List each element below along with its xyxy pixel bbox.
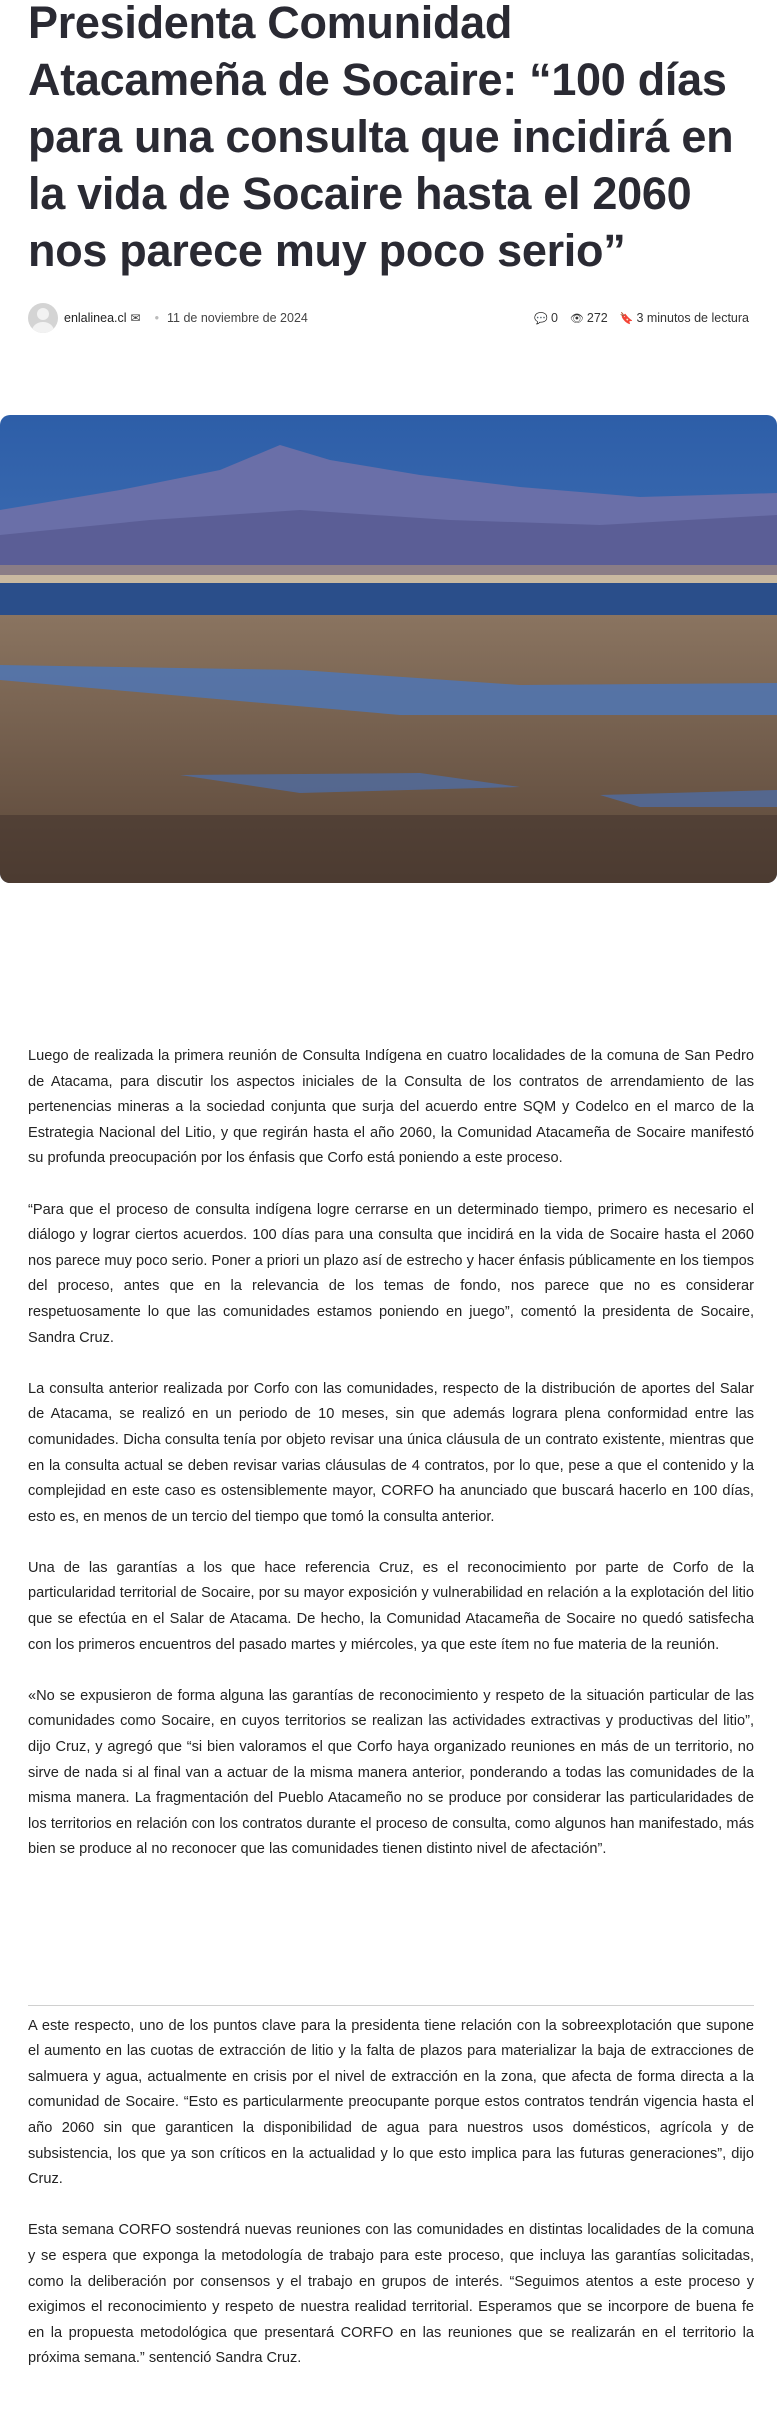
envelope-icon[interactable]: ✉ — [130, 311, 141, 325]
bookmark-icon: 🔖 — [619, 313, 634, 325]
paragraph: «No se expusieron de forma alguna las garantías de reconocimiento y respeto de la situación particular de las comunidades como Socaire, en cuyos territorios se realizan las actividades extractivas y productivas del litio”, dijo Cruz, y agregó que “si bien valoramos el que Corfo haya organizado reuniones en más de un territorio, no sirve de nada si al final van a actuar de la misma manera anterior, ponderando a todas las comunidades de la misma manera. La fragmentación del Pueblo Atacameño no se produce por considerar las particularidades de los territorios en relación con los contratos durante el proceso de consulta, como algunos han manifestado, más bien se produce al no reconocer que las comunidades tienen distinto nivel de afectación”. — [28, 1687, 754, 1858]
paragraph: Luego de realizada la primera reunión de Consulta Indígena en cuatro localidades de la comuna de San Pedro de Atacama, para discutir los aspectos iniciales de la Consulta de los contratos de arrendamiento de las pertenencias mineras a la sociedad conjunta que surja del acuerdo entre SQM y Codelco en el marco de la Estrategia Nacional del Litio, y que regirán hasta el año 2060, la Comunidad Atacameña de Socaire manifestó su profunda preocupación por los énfasis que Corfo está poniendo a este proceso. — [28, 1048, 754, 1167]
comments-count[interactable]: 💬 0 — [534, 311, 558, 325]
divider — [28, 2005, 754, 2006]
author-avatar[interactable] — [28, 303, 58, 333]
publish-date: 11 de noviembre de 2024 — [167, 311, 308, 325]
reading-time: 🔖 3 minutos de lectura — [619, 311, 749, 325]
paragraph: La consulta anterior realizada por Corfo con las comunidades, respecto de la distribución de aportes del Salar de Atacama, se realizó en un periodo de 10 meses, sin que además lograra plena conformidad entre las comunidades. Dicha consulta tenía por objeto revisar una única cláusula de un contrato existente, mientras que en la consulta actual se deben revisar varias cláusulas de 4 contratos, por lo que, pese a que el contenido y la complejidad en este caso es ostensiblemente mayor, CORFO ha anunciado que buscará hacerlo en 100 días, esto es, en menos de un tercio del tiempo que tomó la consulta anterior. — [28, 1380, 754, 1525]
paragraph: Esta semana CORFO sostendrá nuevas reuniones con las comunidades en distintas localidades de la comuna y se espera que exponga la metodología de trabajo para este proceso, que incluya las garantías solicitadas, como la deliberación por consensos y el trabajo en grupos de interés. “Seguimos atentos a este proceso y exigimos el reconocimiento y respeto de nuestra realidad territorial. Esperamos que se incorpore de buena fe en la propuesta metodológica que presentará CORFO en las reuniones que se realizarán en el territorio la próxima semana.” sentenció Sandra Cruz. — [28, 2222, 754, 2367]
article-stats — [534, 311, 749, 325]
separator-dot: • — [154, 311, 159, 325]
article-body — [28, 1044, 754, 2398]
views-count: 👁 272 — [569, 311, 608, 325]
hero-image — [0, 415, 777, 883]
paragraph: Una de las garantías a los que hace referencia Cruz, es el reconocimiento por parte de Corfo de la particularidad territorial de Socaire, por su mayor exposición y vulnerabilidad en relación a la explotación del litio que se efectúa en el Salar de Atacama. De hecho, la Comunidad Atacameña de Socaire no quedó satisfecha con los primeros encuentros del pasado martes y miércoles, ya que este ítem no fue materia de la reunión. — [28, 1559, 754, 1653]
comments-icon: 💬 — [534, 313, 548, 325]
paragraph: “Para que el proceso de consulta indígena logre cerrarse en un determinado tiempo, primero es necesario el diálogo y lograr ciertos acuerdos. 100 días para una consulta que incidirá en la vida de Socaire hasta el 2060 nos parece muy poco serio. Poner a priori un plazo así de estrecho y hacer énfasis públicamente en los tiempos del proceso, antes que en la relevancia de los temas de fondo, nos parece que no es considerar respetuosamente lo que las comunidades estamos poniendo en juego”, comentó la presidenta de Socaire, Sandra Cruz. — [28, 1201, 754, 1346]
article-meta — [28, 302, 749, 334]
author-link[interactable]: enlalinea.cl — [64, 311, 127, 325]
ad-spacer — [28, 1889, 754, 2005]
eye-icon: 👁 — [569, 313, 584, 325]
paragraph: A este respecto, uno de los puntos clave para la presidenta tiene relación con la sobreexplotación que supone el aumento en las cuotas de extracción de litio y la falta de plazos para materializar la baja de extracciones de salmuera y agua, actualmente en crisis por el nivel de extracción en la zona, que afecta de forma directa a la comunidad de Socaire. “Esto es particularmente preocupante porque estos contratos tendrán vigencia hasta el año 2060 sin que garanticen la disponibilidad de agua para nuestros usos domésticos, agrícola y de subsistencia, los que ya son críticos en la actualidad y lo que esto implica para las futuras generaciones”, dijo Cruz. — [28, 2017, 754, 2188]
article-title: Presidenta Comunidad Atacameña de Socaire: “100 días para una consulta que incidirá en la vida de Socaire hasta el 2060 nos parece muy poco serio” — [28, 0, 734, 276]
